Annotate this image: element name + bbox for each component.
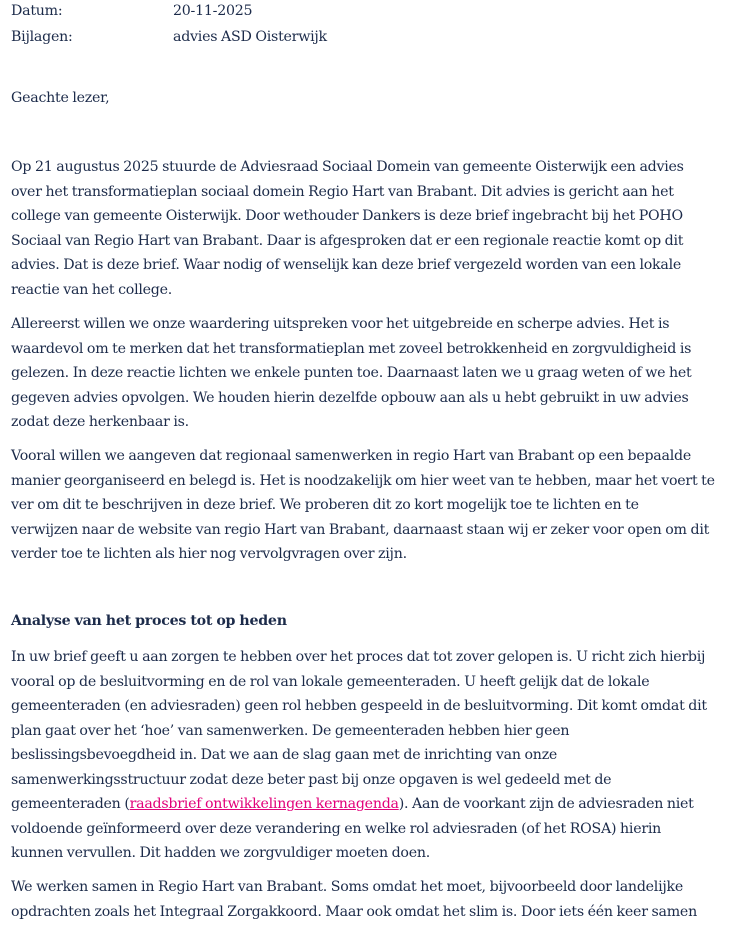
text-line: ver om dit te beschrijven in deze brief. We proberen dit zo kort mogelijk toe te lichten en te	[11, 497, 639, 513]
text-line: gelezen. In deze reactie lichten we enkele punten toe. Daarnaast laten we u graag weten of we het	[11, 365, 692, 381]
date-label: Datum:	[11, 3, 63, 19]
text-line: opdrachten zoals het Integraal Zorgakkoord. Maar ook omdat het slim is. Door iets één keer samen	[11, 903, 697, 920]
text-line-with-link	[11, 792, 731, 817]
section-heading: Analyse van het proces tot op heden	[11, 613, 287, 629]
text-line: zodat deze herkenbaar is.	[11, 414, 189, 430]
paragraph-intro	[11, 155, 731, 302]
link-suffix: ). Aan de voorkant zijn de adviesraden niet	[398, 796, 694, 812]
link-prefix: gemeenteraden (	[11, 796, 130, 812]
text-line: beslissingsbevoegdheid in. Dat we aan de slag gaan met de inrichting van onze	[11, 747, 558, 763]
paragraph-process	[11, 645, 731, 866]
text-line: verder toe te lichten als hier nog vervolgvragen over zijn.	[11, 546, 407, 562]
text-line: plan gaat over het ‘hoe’ van samenwerken. De gemeenteraden hebben hier geen	[11, 722, 570, 739]
attachments-label: Bijlagen:	[11, 29, 73, 45]
paragraph-regional	[11, 444, 731, 567]
attachments-value: advies ASD Oisterwijk	[173, 29, 327, 45]
text-line: kunnen vervullen. Dit hadden we zorgvuldiger moeten doen.	[11, 845, 431, 861]
text-line: Allereerst willen we onze waardering uitspreken voor het uitgebreide en scherpe advies. Het is	[11, 316, 670, 332]
text-line: advies. Dat is deze brief. Waar nodig of wenselijk kan deze brief vergezeld worden van een lokale	[11, 257, 682, 273]
text-line: Sociaal van Regio Hart van Brabant. Daar is afgesproken dat er een regionale reactie komt op dit	[11, 232, 684, 249]
paragraph-cooperation	[11, 875, 731, 924]
text-line: gemeenteraden (en adviesraden) geen rol hebben gespeeld in de besluitvorming. Dit komt omdat dit	[11, 698, 707, 714]
text-line: verwijzen naar de website van regio Hart van Brabant, daarnaast staan wij er zeker voor open om dit	[11, 521, 710, 538]
paragraph-appreciation	[11, 312, 731, 435]
text-line: college van gemeente Oisterwijk. Door wethouder Dankers is deze brief ingebracht bij het POHO	[11, 208, 683, 224]
text-line: Vooral willen we aangeven dat regionaal samenwerken in regio Hart van Brabant op een bepaalde	[11, 448, 691, 464]
text-line: We werken samen in Regio Hart van Brabant. Soms omdat het moet, bijvoorbeeld door landelijke	[11, 879, 684, 895]
text-line: In uw brief geeft u aan zorgen te hebben over het proces dat tot zover gelopen is. U richt zich hierbij	[11, 649, 706, 665]
salutation: Geachte lezer,	[11, 90, 110, 106]
text-line: waardevol om te merken dat het transformatieplan met zoveel betrokkenheid en zorgvuldigheid is	[11, 340, 692, 357]
text-line: voldoende geïnformeerd over deze verandering en welke rol adviesraden (of het ROSA) hierin	[11, 820, 662, 837]
text-line: samenwerkingsstructuur zodat deze beter past bij onze opgaven is wel gedeeld met de	[11, 771, 612, 788]
text-line: reactie van het college.	[11, 281, 173, 298]
text-line: gegeven advies opvolgen. We houden hierin dezelfde opbouw aan als u hebt gebruikt in uw advies	[11, 389, 689, 406]
raadsbrief-link[interactable]: raadsbrief ontwikkelingen kernagenda	[129, 796, 399, 812]
text-line: vooral op de besluitvorming en de rol van lokale gemeenteraden. U heeft gelijk dat de lokale	[11, 673, 650, 690]
text-line: over het transformatieplan sociaal domein Regio Hart van Brabant. Dit advies is gericht aan het	[11, 183, 674, 200]
date-value: 20-11-2025	[173, 3, 253, 19]
text-line: manier georganiseerd en belegd is. Het is noodzakelijk om hier weet van te hebben, maar het voert te	[11, 472, 715, 489]
text-line: Op 21 augustus 2025 stuurde de Adviesraad Sociaal Domein van gemeente Oisterwijk een advies	[11, 159, 684, 175]
